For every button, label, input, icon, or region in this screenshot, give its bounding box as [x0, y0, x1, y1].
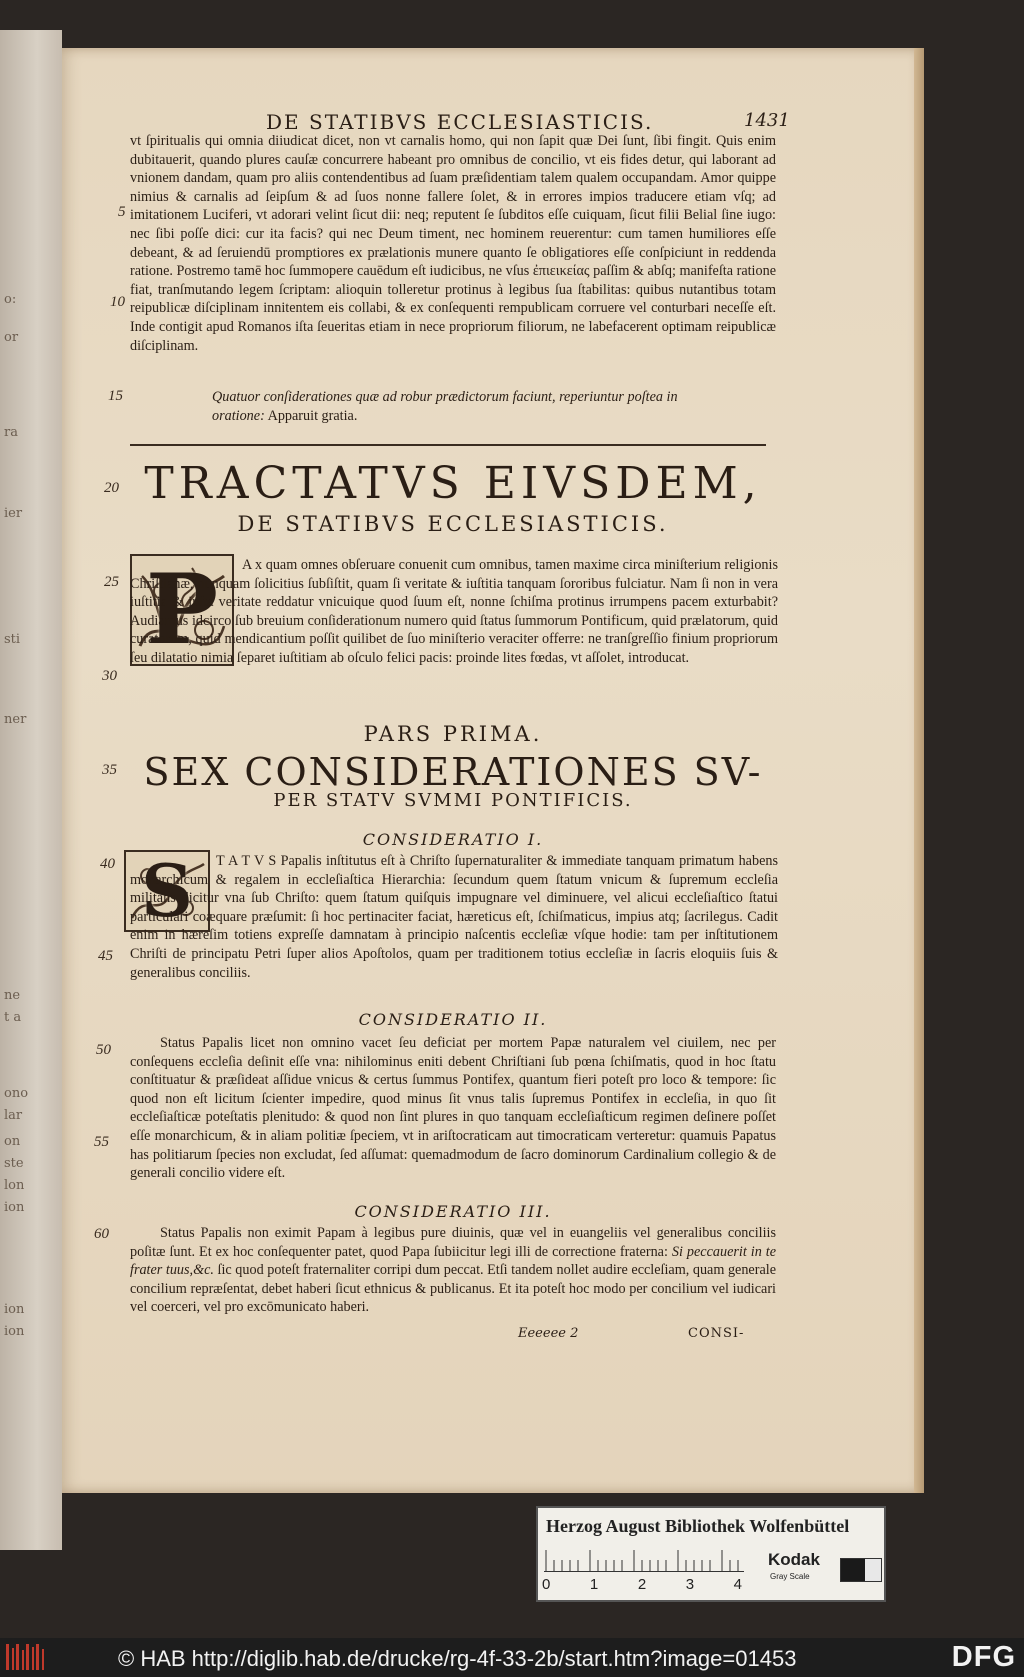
line-number: 5: [118, 204, 126, 220]
line-number: 55: [94, 1134, 109, 1150]
section-rule: [130, 444, 766, 446]
quatuor-note: [212, 388, 712, 425]
text-run: Status Papalis non eximit Papam à legibus pure diuinis, quæ vel in euangeliis vel generalibus conciliis poſitæ ſunt. Et ex hoc conſequenter patet, quod Papa ſubiicitur legi illi de correctione fraterna:: [130, 1225, 776, 1260]
consideratio-1-heading: CONSIDERATIO I.: [362, 830, 544, 849]
line-number: 40: [100, 856, 115, 872]
tractatus-title: TRACTATVS EIVSDEM,: [144, 458, 762, 509]
statu-summi-heading: PER STATV SVMMI PONTIFICIS.: [273, 790, 633, 811]
ruler-number: 0: [542, 1576, 551, 1593]
quatuor-italic: Quatuor conſiderationes quæ ad robur prædictorum faciunt, reperiuntur poſtea in oratione:: [212, 389, 678, 424]
running-head: DE STATIBVS ECCLESIASTICIS.: [266, 110, 654, 134]
line-number: 35: [102, 762, 117, 778]
left-page-edge: [0, 30, 62, 1550]
ruler-numbers: [542, 1576, 742, 1593]
line-number: 60: [94, 1226, 109, 1242]
paragraph-pax: [130, 556, 778, 668]
margin-fragment: ste: [4, 1156, 24, 1171]
margin-fragment: lar: [4, 1108, 23, 1123]
scripture-quote: Si peccauerit in te frater tuus,&c.: [130, 1243, 777, 1279]
paragraph-text: [130, 1224, 776, 1317]
library-name: Herzog August Bibliothek Wolfenbüttel: [546, 1516, 850, 1536]
margin-fragment: t a: [4, 1010, 22, 1025]
ruler-number: 2: [637, 1576, 647, 1593]
line-number: 20: [104, 480, 119, 496]
gray-scale-label: Gray Scale: [770, 1572, 810, 1581]
ruler-number: 4: [733, 1576, 742, 1593]
ruler-number: 3: [685, 1576, 695, 1593]
initial-letter-s: S: [141, 850, 193, 932]
paragraph-text: T A T V S Papalis inſtitutus eſt à Chriſto ſupernaturaliter & immediate tanquam primatum habens monarchicum & regalem in eccleſiaſtica Hierarchia: ſecundum quem ſtatum vnicum & ſupremum eccleſia militans dicitur vna ſub Chriſto: quem ſtatum quiſquis impugnare vel diminuere, vel alicui eccleſiaſtico ſtatui particulari coæquare præſumit: ſi hoc pertinaciter faciat, hæreticus eſt, ſchiſmaticus, impius atq; ſacrilegus. Cadit enim in hæreſim totiens expreſſe damnatam à principio naſcentis eccleſiæ vſque hodie: tam per inſtitutionem Chriſti de principatu Petri ſuper alios Apoſtolos, quam per traditionem totius eccleſiæ in ſacris eloquiis ſuis & generalibus conciliis.: [130, 853, 778, 981]
sex-considerationes-heading: SEX CONSIDERATIONES SV-: [143, 750, 763, 794]
margin-fragment: on: [4, 1134, 21, 1149]
page-edge-shadow: [914, 48, 924, 1493]
margin-fragment: ier: [4, 506, 23, 521]
margin-fragment: ner: [4, 712, 27, 727]
margin-fragment: ion: [4, 1302, 25, 1317]
library-scale-stamp: [536, 1506, 886, 1602]
margin-fragment: ion: [4, 1200, 25, 1215]
ruler-ticks: [544, 1548, 744, 1572]
line-number: 30: [102, 668, 117, 684]
margin-fragment: ra: [4, 425, 18, 440]
consideratio-1-text: [130, 852, 778, 982]
margin-fragment: ne: [4, 988, 21, 1003]
tractatus-subtitle: DE STATIBVS ECCLESIASTICIS.: [237, 512, 669, 536]
consideratio-3-text: [130, 1224, 776, 1317]
consideratio-2-heading: CONSIDERATIO II.: [358, 1010, 548, 1029]
initial-letter-p: P: [145, 554, 219, 666]
gray-scale-patch: [840, 1558, 882, 1582]
line-number: 15: [108, 388, 123, 404]
text-run: ſic quod poteſt fraternaliter corripi dum peccat. Etſi tandem nollet audire eccleſiam, quam generale concilium repræſentat, debet haberi ſicut ethnicus & publicanus. Et ita poteſt hoc modo per concilium vel iudicari vel coerceri, vel pro excōmunicato haberi.: [130, 1262, 776, 1316]
line-number: 25: [104, 574, 119, 590]
hab-barcode-logo-icon: [4, 1642, 48, 1672]
signature-mark: Eeeeee 2: [518, 1326, 579, 1341]
paragraph-text: Status Papalis licet non omnino vacet ſeu deficiat per mortem Papæ naturalem vel ciuilem, nec per conſequens eccleſia deſinit eſſe vna: nihilominus eniti debent Chriſtiani ſub pœna ſchiſmatis, quod in hoc ſtatu conſtituatur & præſideat aſſidue vnicus & certus ſummus Pontifex, quantum fieri poteſt pro loco & tempore: ſic quod non eſt licitum ſcienter impedire, quod minus ſit vnus talis ſupremus Pontifex in eccleſia, in quo ſit eccleſiaſticæ poteſtatis plenitudo: & quod non ſint plures in quo tanquam eccleſiaſticum regimen deſinere poſſet eſſe monarchicum, & in aliam politiæ ſpeciem, vt in ariſtocraticam aut timocraticam verteretur: quamuis Papatus has politiarum ſpecies non excludat, ſed aſſumat: quemadmodum de ſacro dominorum Cardinalium collegio & de generali concilio videre eſt.: [130, 1035, 776, 1182]
catchword: CONSI-: [688, 1326, 745, 1341]
ruler-number: 1: [589, 1576, 599, 1593]
kodak-brand: Kodak: [768, 1550, 820, 1569]
footer-credit: © HAB http://diglib.hab.de/drucke/rg-4f-33-2b/start.htm?image=01453: [118, 1646, 797, 1671]
paragraph-text: A x quam omnes obſeruare conuenit cum omnibus, tamen maxime circa miniſterium religionis Chriſtianæ, nunquam ſolicitius ſubſiſtit, quam ſi veritate & iuſtitia tanquam ſororibus fulciatur. Nam ſi non in vera iuſtitia & iuſta veritate reddatur vnicuique quod ſuum eſt, nonne ſchiſma protinus irrumpens pacem exturbabit? Audiamus idcirco ſub breuium conſiderationum numero quid ſtatus ſummorum Pontificum, quid prælatorum, quid curatorum, quid mendicantium poſſit quilibet de ſuo miniſterio veraciter offerre: ne tranſgreſſio finium propriorum ſeu dilatatio nimia ſeparet iuſtitiam ab oſculo felici pacis: proinde lites fœdas, vt aſſolet, introducat.: [130, 557, 778, 666]
pars-prima-heading: PARS PRIMA.: [363, 722, 543, 746]
paragraph-opening: [130, 132, 776, 355]
margin-fragment: or: [4, 330, 19, 345]
line-number: 45: [98, 948, 113, 964]
margin-fragment: ono: [4, 1086, 29, 1101]
paragraph-text: vt ſpiritualis qui omnia diiudicat dicet, non vt carnalis homo, qui non ſapit quæ Dei ſunt, ſibi fingit. Quis enim dubitauerit, quando plures cauſæ concurrere habeant pro omnibus de concilio, vt eis fides detur, qui laborant ad vnionem dandam, quam pro aliis contendentibus ad ſuam præſidentiam talem qualem occupandam. Amor quippe nimius & carnalis ad ſeipſum & ad ſuos nonne fallere ſolet, & in errores impios traducere etiam vſq; ad imitationem Luciferi, vt adorari velint ſicut dii: neq; reputent ſe ſubditos eſſe cuiquam, ſicut filii Belial ſine iugo: nec ſibi poſſe dici: cur ita facis? qui nec Deum timent, nec hominem reuerentur: cum tamen humiliores eſſe debeant, & ad ſeruiendū promptiores ex prælationis munere quanto ſe obligatiores eſſe conſpiciunt in reddenda ratione. Postremo tamē hoc ſummopere cauēdum eſt iudicibus, ne vſus ἐπιεικείας paſſim & abſq; manifeſta ratione fiat, tranſmutando legem ſcriptam: alioquin tolleretur protinus à legibus ſua ſtabilitas: quibus nutantibus totam reipublicæ diſciplinam innitentem eis collabi, & ex conſequenti rempublicam corruere vel conturbari neceſſe eſt. Inde contigit apud Romanos iſta ſeueritas etiam in nece propriorum filiorum, ne labefacerent optimam reipublicæ diſciplinam.: [130, 133, 776, 354]
line-number: 50: [96, 1042, 111, 1058]
margin-fragment: ion: [4, 1324, 25, 1339]
scale-ruler: [544, 1548, 744, 1572]
folio-number: 1431: [744, 110, 790, 131]
footer-bar: [0, 1638, 1024, 1677]
margin-fragment: lon: [4, 1178, 25, 1193]
margin-fragment: o:: [4, 292, 17, 307]
consideratio-2-text: [130, 1034, 776, 1183]
quatuor-roman: Apparuit gratia.: [264, 407, 358, 424]
dfg-logo: DFG: [951, 1641, 1016, 1673]
consideratio-3-heading: CONSIDERATIO III.: [354, 1202, 552, 1221]
line-number: 10: [110, 294, 125, 310]
margin-fragment: sti: [4, 632, 21, 647]
